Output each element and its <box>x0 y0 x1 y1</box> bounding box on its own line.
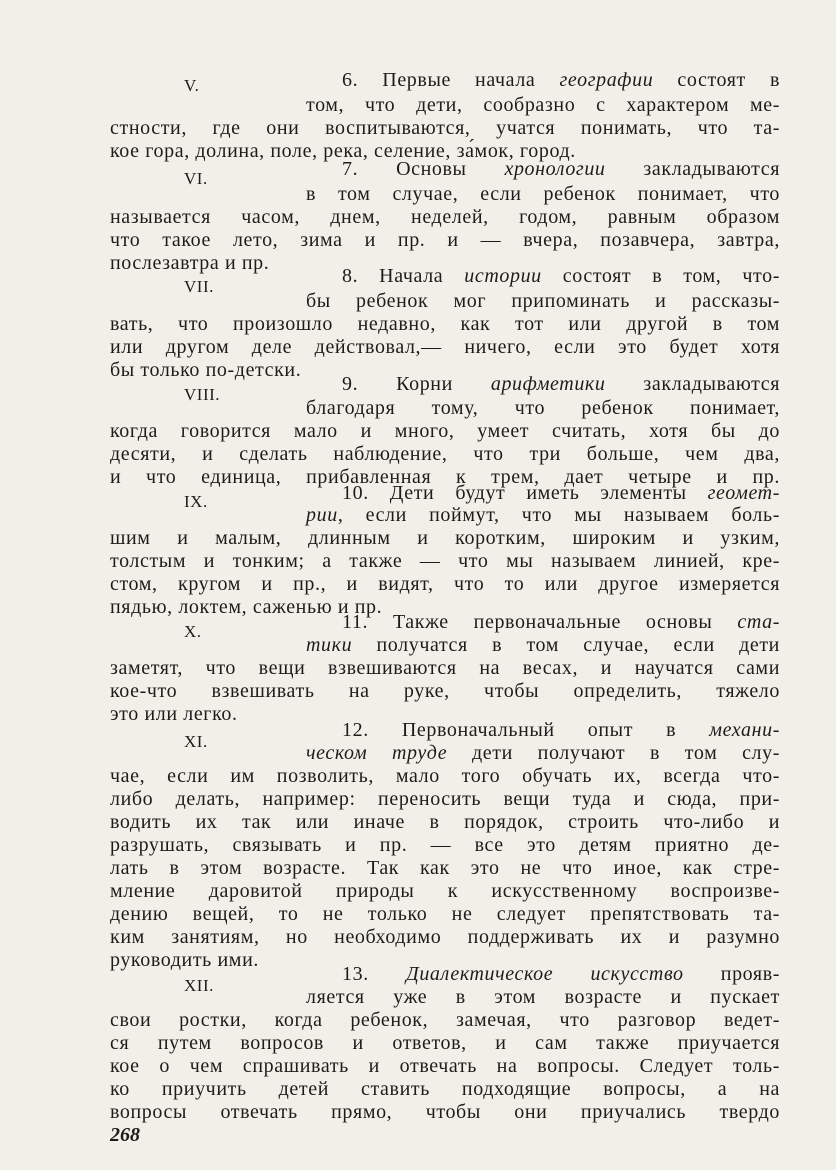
text-line: водить их так или иначе в порядок, строить что-либо и <box>110 811 780 833</box>
text-line: вать, что произошло недавно, как тот или другой в том <box>110 313 780 335</box>
text-line: послезавтра и пр. <box>110 252 270 274</box>
text-line: кое о чем спрашивать и отвечать на вопросы. Следует толь- <box>110 1055 780 1077</box>
text-line: стом, кругом и пр., и видят, что то или другое измеряется <box>110 573 780 595</box>
section-numeral: XI. <box>184 732 208 751</box>
section-numeral: X. <box>184 622 202 641</box>
text-line: чае, если им позволить, мало того обучать их, всегда что- <box>110 765 780 787</box>
text-line: шим и малым, длинным и коротким, широким и узким, <box>110 527 780 549</box>
text-line: 7. Основы хронологии закладываются <box>342 158 780 180</box>
text-line: бы только по-детски. <box>110 359 302 381</box>
text-line: мление даровитой природы к искусственному воспроизве- <box>110 880 780 902</box>
text-line: ко приучить детей ставить подходящие вопросы, а на <box>110 1078 780 1100</box>
text-line: ляется уже в этом возрасте и пускает <box>306 986 780 1008</box>
text-line: когда говорится мало и много, умеет считать, хотя бы до <box>110 420 780 442</box>
text-line: стности, где они воспитываются, учатся понимать, что та- <box>110 117 780 139</box>
text-line: и что единица, прибавленная к трем, дает четыре и пр. <box>110 466 780 488</box>
text-line: том, что дети, сообразно с характером ме- <box>306 94 780 116</box>
section-numeral: IX. <box>184 492 208 511</box>
text-line: 6. Первые начала географии состоят в <box>342 69 781 91</box>
text-line: лать в этом возрасте. Так как это не что иное, как стре- <box>110 857 780 879</box>
text-line: свои ростки, когда ребенок, замечая, что разговор ведет- <box>110 1009 780 1031</box>
text-line: в том случае, если ребенок понимает, что <box>306 183 780 205</box>
text-line: бы ребенок мог припоминать и рассказы- <box>306 290 780 312</box>
text-line: десяти, и сделать наблюдение, что три больше, чем два, <box>110 443 780 465</box>
text-line: пядью, локтем, саженью и пр. <box>110 596 383 618</box>
text-line: 11. Также первоначальные основы ста- <box>342 611 780 633</box>
text-line: 9. Корни арифметики закладываются <box>342 373 780 395</box>
text-line: руководить ими. <box>110 949 259 971</box>
text-line: 8. Начала истории состоят в том, что- <box>342 265 780 287</box>
text-line: вопросы отвечать прямо, чтобы они приучались твердо <box>110 1101 780 1123</box>
text-line: кое-что взвешивать на руке, чтобы определить, тяжело <box>110 680 780 702</box>
text-line: разрушать, связывать и пр. — все это детям приятно де- <box>110 834 780 856</box>
page-number: 268 <box>110 1124 140 1146</box>
text-line: 10. Дети будут иметь элементы геомет- <box>342 482 780 504</box>
text-line: 12. Первоначальный опыт в механи- <box>342 719 780 741</box>
text-line: либо делать, например: переносить вещи туда и сюда, при- <box>110 788 780 810</box>
text-line: ким занятиям, но необходимо поддерживать их и разумно <box>110 926 780 948</box>
section-numeral: XII. <box>184 976 214 995</box>
text-line: тики получатся в том случае, если дети <box>306 634 780 656</box>
text-line: это или легко. <box>110 703 238 725</box>
text-line: заметят, что вещи взвешиваются на весах, и научатся сами <box>110 657 780 679</box>
section-numeral: VIII. <box>184 385 221 404</box>
section-numeral: VII. <box>184 277 214 296</box>
text-line: ся путем вопросов и ответов, и сам также приучается <box>110 1032 780 1054</box>
section-numeral: VI. <box>184 169 208 188</box>
text-line: или другом деле действовал,— ничего, если это будет хотя <box>110 336 780 358</box>
text-line: благодаря тому, что ребенок понимает, <box>306 397 780 419</box>
text-line: кое гора, долина, поле, река, селение, за́мок, город. <box>110 140 576 162</box>
text-line: дению вещей, то не только не следует препятствовать та- <box>110 903 780 925</box>
text-line: что такое лето, зима и пр. и — вчера, позавчера, завтра, <box>110 229 780 251</box>
text-line: называется часом, днем, неделей, годом, равным образом <box>110 206 780 228</box>
section-numeral: V. <box>184 76 200 95</box>
text-line: ческом труде дети получают в том слу- <box>306 742 780 764</box>
text-line: толстым и тонким; а также — что мы называем линией, кре- <box>110 550 780 572</box>
text-line: 13. Диалектическое искусство прояв- <box>342 963 780 985</box>
text-line: рии, если поймут, что мы называем боль- <box>306 504 780 526</box>
